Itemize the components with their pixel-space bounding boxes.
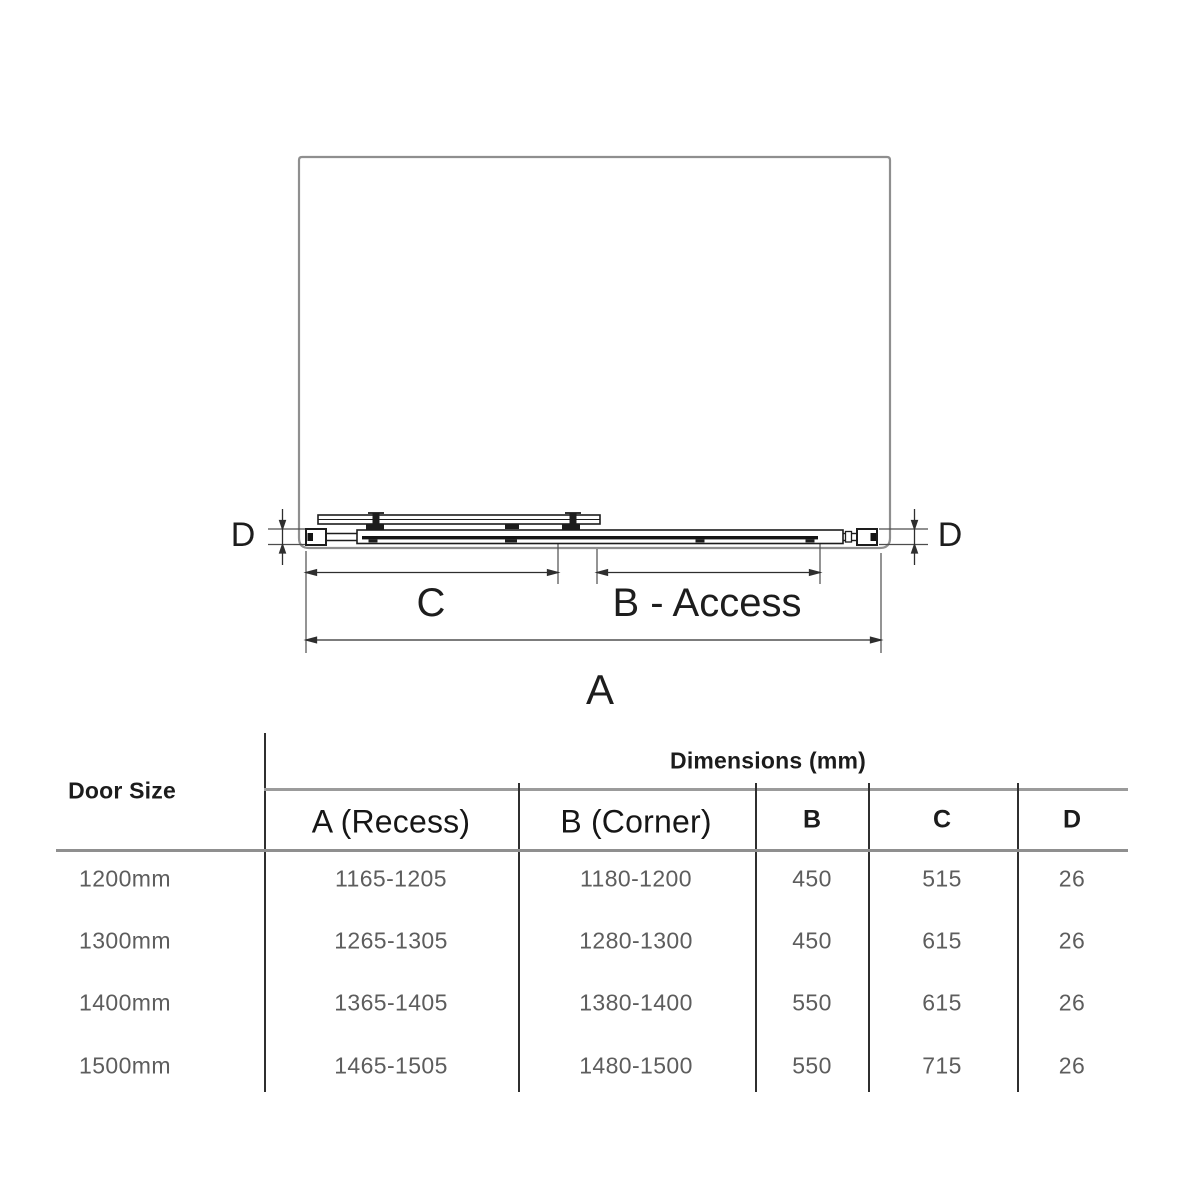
cell-b: 450 [792,927,832,954]
cell-a-recess: 1165-1205 [335,865,447,892]
dimension-label-a: A [585,666,615,713]
cell-a-recess: 1265-1305 [334,927,448,954]
cell-b-corner: 1380-1400 [579,989,693,1016]
glass-edge [362,536,818,539]
cell-b: 550 [792,1052,832,1079]
table-rule-under-group-header [264,788,1128,791]
cell-b: 450 [792,865,832,892]
cell-d: 26 [1058,927,1086,954]
door-size-header: Door Size [68,777,176,804]
dimension-line-d-right [912,509,918,565]
dimension-line-c [306,570,558,576]
cell-door-size: 1300mm [79,927,171,954]
cell-c: 615 [922,927,962,954]
wall-bracket-right-notch [871,533,877,541]
cell-b: 550 [792,989,832,1016]
dimension-label-c: C [416,581,446,625]
cell-c: 715 [922,1052,962,1079]
column-header-c: C [932,805,952,834]
cell-d: 26 [1058,989,1086,1016]
cell-b-corner: 1180-1200 [580,865,692,892]
table-divider-col-b [868,783,870,1092]
rod-connector [846,532,852,543]
table-divider-col-b-corner [755,783,757,1092]
cell-door-size: 1400mm [79,989,171,1016]
table-divider-door-size [264,733,266,1092]
column-header-a-recess: A (Recess) [311,803,471,840]
cell-c: 515 [922,865,962,892]
cell-b-corner: 1280-1300 [579,927,693,954]
dimension-line-b [597,570,820,576]
cell-a-recess: 1465-1505 [334,1052,448,1079]
column-header-d: D [1062,805,1082,834]
enclosure-outline [299,157,890,548]
cell-door-size: 1500mm [79,1052,171,1079]
column-header-b: B [802,805,822,834]
cell-b-corner: 1480-1500 [579,1052,693,1079]
cell-d: 26 [1058,1052,1086,1079]
cell-d: 26 [1058,865,1086,892]
table-divider-col-c [1017,783,1019,1092]
dimensions-group-header: Dimensions (mm) [670,747,866,774]
cell-a-recess: 1365-1405 [334,989,448,1016]
dimension-label-d-right: D [937,516,963,554]
table-rule-under-column-header [56,849,1128,852]
wall-bracket-left-notch [308,533,314,541]
dimension-label-d-left: D [230,516,256,554]
cell-door-size: 1200mm [79,865,171,892]
column-header-b-corner: B (Corner) [560,803,712,840]
table-divider-col-a [518,783,520,1092]
dimension-line-a [306,637,881,643]
cell-c: 615 [922,989,962,1016]
dimension-label-b-access: B - Access [612,581,802,625]
dimension-line-d-left [280,509,286,565]
